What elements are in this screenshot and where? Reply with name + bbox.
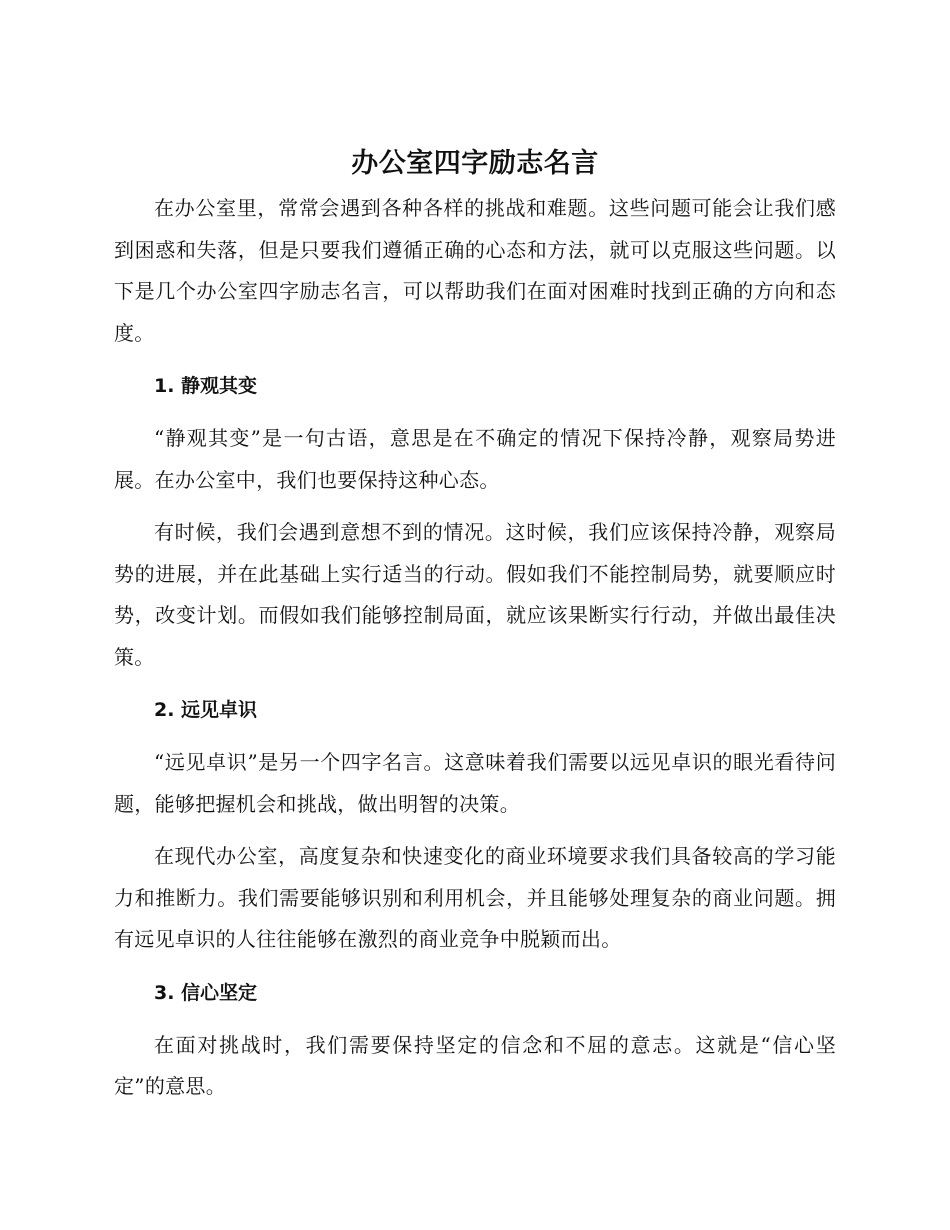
section-2-paragraph-2: 在现代办公室，高度复杂和快速变化的商业环境要求我们具备较高的学习能力和推断力。我们需要能够识别和利用机会，并且能够处理复杂的商业问题。拥有远见卓识的人往往能够在激烈的商业竞争中脱颖而出。: [114, 844, 836, 951]
document-page: [114, 144, 836, 1108]
section-1-paragraph-1: “静观其变”是一句古语，意思是在不确定的情况下保持冷静，观察局势进展。在办公室中，我们也要保持这种心态。: [114, 426, 836, 492]
section-2-paragraph-1: “远见卓识”是另一个四字名言。这意味着我们需要以远见卓识的眼光看待问题，能够把握机会和挑战，做出明智的决策。: [114, 750, 836, 816]
section-heading-2: 2. 远见卓识: [154, 699, 258, 721]
intro-paragraph: 在办公室里，常常会遇到各种各样的挑战和难题。这些问题可能会让我们感到困惑和失落，但是只要我们遵循正确的心态和方法，就可以克服这些问题。以下是几个办公室四字励志名言，可以帮助我们在面对困难时找到正确的方向和态度。: [114, 196, 836, 345]
document-title: 办公室四字励志名言: [351, 148, 599, 179]
section-heading-1: 1. 静观其变: [154, 375, 258, 397]
section-heading-3: 3. 信心坚定: [154, 981, 258, 1004]
section-1-paragraph-2: 有时候，我们会遇到意想不到的情况。这时候，我们应该保持冷静，观察局势的进展，并在此基础上实行适当的行动。假如我们不能控制局势，就要顺应时势，改变计划。而假如我们能够控制局面，就应该果断实行行动，并做出最佳决策。: [114, 520, 836, 669]
section-3-paragraph-1: 在面对挑战时，我们需要保持坚定的信念和不屈的意志。这就是“信心坚定”的意思。: [114, 1032, 836, 1098]
